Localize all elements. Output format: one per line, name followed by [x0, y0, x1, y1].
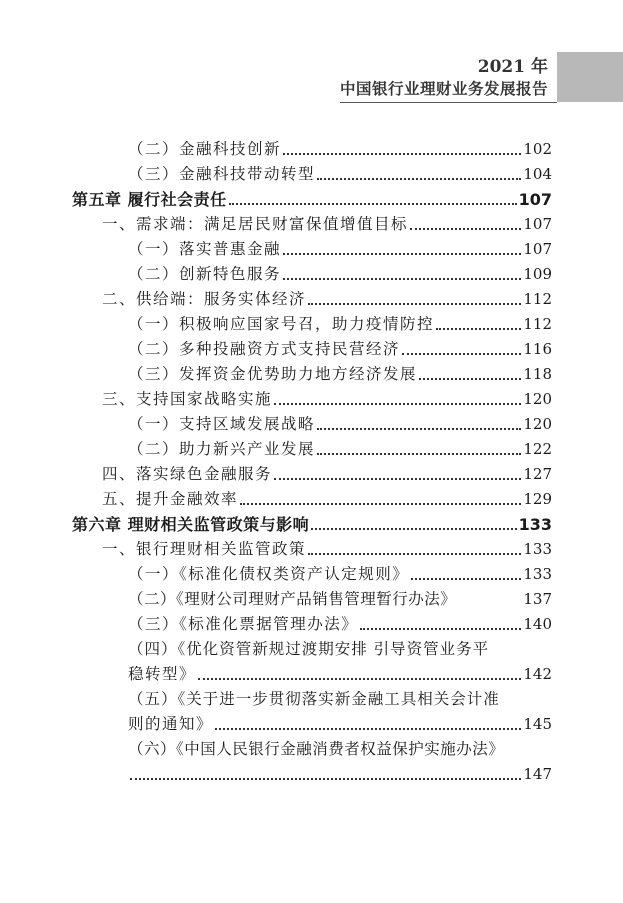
toc-entry-title-line2: 则的通知》	[128, 715, 214, 733]
dot-leader	[283, 252, 521, 255]
toc-entry[interactable]	[72, 612, 552, 637]
dot-leader	[360, 627, 521, 630]
toc-chapter-title: 第六章 理财相关监管政策与影响	[72, 515, 310, 534]
dot-leader	[130, 777, 521, 780]
toc-page-number: 116	[523, 340, 552, 358]
dot-leader	[317, 177, 521, 180]
toc-entry[interactable]	[72, 462, 552, 487]
toc-entry-title: （一）《标准化债权类资产认定规则》	[128, 565, 410, 583]
running-header	[340, 56, 548, 100]
toc-entry-title: （二）《理财公司理财产品销售管理暂行办法》	[128, 590, 457, 608]
toc-entry[interactable]	[72, 212, 552, 237]
toc-page-number: 129	[523, 490, 552, 508]
toc-entry-title: （一）支持区域发展战略	[128, 415, 316, 433]
header-gray-block	[557, 52, 623, 102]
toc-entry-title-line1: （六）《中国人民银行金融消费者权益保护实施办法》	[128, 740, 505, 758]
toc-entry-title: （二）创新特色服务	[128, 265, 282, 283]
toc-page-number: 118	[523, 365, 552, 383]
toc-entry-title: （二）助力新兴产业发展	[128, 440, 316, 458]
toc-page-number: 107	[523, 215, 552, 233]
toc-page-number: 107	[523, 240, 552, 258]
dot-leader	[274, 477, 521, 480]
dot-leader	[308, 302, 521, 305]
toc-entry-leader-row	[72, 762, 552, 787]
toc-page-number: 137	[523, 590, 552, 608]
toc-page-number: 127	[523, 465, 552, 483]
toc-entry-title: （一）积极响应国家号召，助力疫情防控	[128, 315, 435, 333]
toc-page-number: 133	[523, 540, 552, 558]
toc-entry[interactable]	[72, 362, 552, 387]
header-title: 中国银行业理财业务发展报告	[339, 79, 548, 98]
dot-leader	[274, 402, 521, 405]
toc-page-number: 112	[523, 290, 552, 308]
toc-entry-title: 一、需求端：满足居民财富保值增值目标	[102, 215, 409, 233]
toc-entry-title-line1: （五）《关于进一步贯彻落实新金融工具相关会计准	[128, 690, 500, 708]
dot-leader	[283, 152, 521, 155]
dot-leader	[240, 502, 521, 505]
toc-page-number: 120	[523, 390, 552, 408]
toc-page-number: 142	[523, 665, 552, 683]
toc-page-number: 104	[523, 165, 552, 183]
toc-page-number: 145	[523, 715, 552, 733]
toc-entry[interactable]	[72, 137, 552, 162]
dot-leader	[215, 727, 521, 730]
header-year: 2021 年	[477, 57, 548, 77]
dot-leader	[283, 277, 521, 280]
toc-entry[interactable]	[72, 437, 552, 462]
toc-entry[interactable]	[72, 162, 552, 187]
toc-page-number: 122	[523, 440, 552, 458]
toc-entry-title: 一、银行理财相关监管政策	[102, 540, 307, 558]
toc-entry-title: 五、提升金融效率	[102, 490, 239, 508]
dot-leader	[229, 202, 517, 205]
toc-entry-multiline[interactable]	[72, 637, 552, 687]
table-of-contents	[72, 137, 552, 787]
toc-page-number: 102	[523, 140, 552, 158]
toc-entry-title-line2: 稳转型》	[128, 665, 197, 683]
toc-entry-title-line2-row	[72, 712, 552, 737]
toc-entry-title: （二）多种投融资方式支持民营经济	[128, 340, 401, 358]
toc-page-number: 109	[523, 265, 552, 283]
toc-entry[interactable]	[72, 287, 552, 312]
toc-chapter-title: 第五章 履行社会责任	[72, 190, 227, 209]
toc-page-number: 120	[523, 415, 552, 433]
toc-entry-title: 二、供给端：服务实体经济	[102, 290, 307, 308]
dot-leader	[198, 677, 521, 680]
toc-entry[interactable]	[72, 312, 552, 337]
toc-entry-title: （一）落实普惠金融	[128, 240, 282, 258]
toc-entry[interactable]	[72, 262, 552, 287]
toc-entry[interactable]	[72, 337, 552, 362]
toc-entry-multiline[interactable]	[72, 687, 552, 737]
toc-entry-title: （三）金融科技带动转型	[128, 165, 316, 183]
toc-entry-title: （三）发挥资金优势助力地方经济发展	[128, 365, 418, 383]
toc-entry[interactable]	[72, 587, 552, 612]
toc-page-number: 107	[518, 190, 552, 209]
dot-leader	[317, 452, 521, 455]
toc-entry-title: （二）金融科技创新	[128, 140, 282, 158]
header-rule	[340, 102, 557, 103]
toc-page-number: 133	[518, 515, 552, 534]
dot-leader	[402, 352, 521, 355]
dot-leader	[308, 552, 521, 555]
toc-entry-title-line2-row	[72, 662, 552, 687]
toc-entry[interactable]	[72, 237, 552, 262]
toc-entry[interactable]	[72, 537, 552, 562]
dot-leader	[436, 327, 521, 330]
dot-leader	[411, 577, 521, 580]
dot-leader	[419, 377, 521, 380]
toc-entry[interactable]	[72, 487, 552, 512]
toc-entry-multiline[interactable]	[72, 737, 552, 787]
dot-leader	[311, 527, 517, 530]
dot-leader	[317, 427, 521, 430]
toc-entry-title: 四、落实绿色金融服务	[102, 465, 273, 483]
toc-entry[interactable]	[72, 562, 552, 587]
toc-entry-title: 三、支持国家战略实施	[102, 390, 273, 408]
toc-entry[interactable]	[72, 387, 552, 412]
toc-page-number: 147	[523, 765, 552, 783]
toc-entry[interactable]	[72, 412, 552, 437]
toc-page-number: 140	[523, 615, 552, 633]
dot-leader	[410, 227, 521, 230]
toc-page-number: 133	[523, 565, 552, 583]
toc-chapter[interactable]	[72, 512, 552, 537]
toc-entry-title: （三）《标准化票据管理办法》	[128, 615, 359, 633]
toc-entry-title-line1: （四）《优化资管新规过渡期安排 引导资管业务平	[128, 640, 490, 658]
toc-chapter[interactable]	[72, 187, 552, 212]
toc-page-number: 112	[523, 315, 552, 333]
